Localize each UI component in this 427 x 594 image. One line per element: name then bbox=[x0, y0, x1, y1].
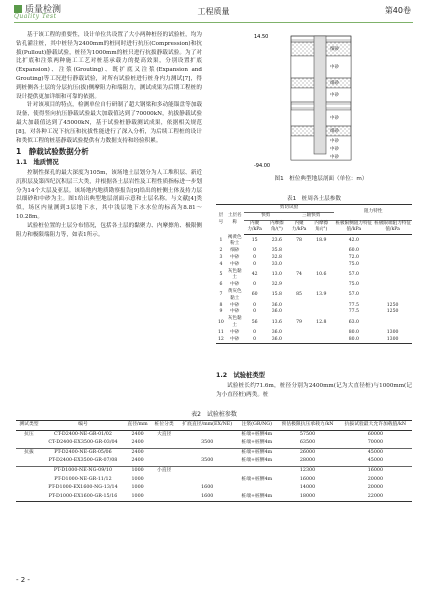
table-cell: 32.8 bbox=[271, 255, 282, 261]
table-cell: 中砂 bbox=[230, 255, 240, 261]
table-cell: 20000 bbox=[367, 476, 383, 482]
table-cell bbox=[16, 484, 42, 493]
table-cell bbox=[151, 448, 177, 457]
section-heading: 1 静载试验数据分析 bbox=[16, 147, 89, 157]
table-cell bbox=[373, 262, 412, 269]
table-cell bbox=[177, 466, 237, 475]
table-cell: 3500 bbox=[177, 457, 237, 466]
table-row bbox=[16, 457, 412, 466]
table-cell: 13.9 bbox=[316, 292, 327, 298]
table-cell: 1 bbox=[219, 238, 223, 244]
table-cell: 15.8 bbox=[271, 292, 282, 298]
table-cell bbox=[288, 255, 310, 262]
table-cell: 0 bbox=[253, 282, 257, 288]
table-row bbox=[216, 255, 412, 262]
table-cell: 80.0 bbox=[334, 337, 373, 344]
table-row bbox=[16, 484, 412, 493]
table-row bbox=[216, 235, 412, 249]
table-cell bbox=[310, 248, 332, 255]
table-row bbox=[16, 493, 412, 502]
table-cell: 桩端+桩侧4m bbox=[237, 457, 276, 466]
table-row bbox=[16, 476, 412, 485]
figure-caption: 图1 桩位典型地层剖面（单位：m） bbox=[274, 176, 368, 182]
table-cell: 桩端+桩侧4m bbox=[241, 431, 273, 437]
table-cell: 2400 bbox=[131, 449, 144, 455]
table-cell: 13.0 bbox=[271, 272, 282, 278]
table-cell bbox=[151, 439, 177, 448]
table-cell: 褐黄色粉土 bbox=[227, 234, 242, 247]
table-cell bbox=[151, 484, 177, 493]
table-cell: 22000 bbox=[339, 493, 412, 502]
table-cell: PT-D2400-NE-GR-05/06 bbox=[54, 449, 112, 455]
table-cell: 57.0 bbox=[348, 272, 359, 278]
table-cell: 灰色黏土 bbox=[227, 316, 242, 329]
table-cell bbox=[16, 439, 42, 448]
table-row bbox=[16, 448, 412, 457]
table-cell bbox=[288, 262, 310, 269]
table-cell: 6 bbox=[219, 282, 223, 288]
table-cell bbox=[16, 476, 42, 485]
table-cell: 33.0 bbox=[271, 261, 282, 267]
table-row bbox=[216, 289, 412, 303]
table-cell: 2 bbox=[219, 248, 223, 254]
column-header: 直径/mm bbox=[124, 421, 151, 431]
table-cell: 23.6 bbox=[271, 238, 282, 244]
table-cell: CT-D2400-NE-GR-01/02 bbox=[54, 431, 112, 437]
table-cell: 桩端+桩侧4m bbox=[241, 449, 273, 455]
table-cell: 18.9 bbox=[316, 238, 327, 244]
table-cell: 80.0 bbox=[348, 329, 359, 335]
table-caption: 表1 桩周各土层参数 bbox=[287, 196, 341, 202]
table-cell: 35.8 bbox=[271, 248, 282, 254]
table-cell: 12.8 bbox=[316, 319, 327, 325]
table-cell: 16000 bbox=[367, 467, 383, 473]
table-cell: 5 bbox=[219, 272, 223, 278]
svg-text:中砂: 中砂 bbox=[330, 155, 339, 160]
table-cell: 2400 bbox=[131, 431, 144, 437]
left-column bbox=[16, 31, 202, 239]
column-header: 预估极限抗压承载力/kN bbox=[276, 421, 338, 431]
svg-text:细砂: 细砂 bbox=[330, 47, 339, 52]
table-row bbox=[216, 337, 412, 344]
table-cell bbox=[237, 484, 276, 493]
table-cell: 0 bbox=[253, 309, 257, 315]
table-cell bbox=[151, 476, 177, 485]
table-cell: 灰色黏土 bbox=[227, 268, 242, 281]
table-cell bbox=[288, 303, 310, 310]
table-cell: 85 bbox=[296, 292, 302, 298]
svg-text:中砂: 中砂 bbox=[330, 147, 339, 152]
table-row bbox=[16, 466, 412, 475]
table-cell: 75.0 bbox=[348, 282, 359, 288]
column-header: 编号 bbox=[42, 421, 124, 431]
test-pile-table bbox=[16, 409, 412, 502]
table-cell bbox=[310, 330, 332, 337]
table-row bbox=[216, 330, 412, 337]
table-cell: 14000 bbox=[299, 485, 316, 491]
table-cell: 1250 bbox=[386, 302, 399, 308]
table-cell: 78 bbox=[296, 238, 302, 244]
column-header: 抗拔试验最大允许加载值/kN bbox=[339, 421, 412, 431]
table-cell: 小直径 bbox=[156, 467, 172, 473]
section-label: 质量检测 bbox=[25, 5, 62, 15]
table-cell: 大直径 bbox=[156, 431, 172, 437]
table-cell bbox=[310, 262, 332, 269]
table-cell: 60.0 bbox=[348, 248, 359, 254]
table-cell: 12 bbox=[216, 337, 226, 344]
table-cell: 36.0 bbox=[271, 309, 282, 315]
table-cell: 0 bbox=[253, 329, 257, 335]
table-cell: 7 bbox=[219, 292, 223, 298]
table-cell: 77.5 bbox=[348, 302, 359, 308]
table-cell: 10.6 bbox=[316, 272, 327, 278]
table-row bbox=[216, 316, 412, 330]
table-cell: 0 bbox=[253, 248, 257, 254]
table-cell: 60 bbox=[251, 292, 258, 298]
table-cell bbox=[288, 330, 310, 337]
table-cell: 12300 bbox=[299, 467, 316, 473]
table-cell: 2400 bbox=[124, 439, 151, 448]
table-cell: 桩端+桩侧4m bbox=[241, 476, 273, 482]
table-cell: 中砂 bbox=[230, 261, 240, 267]
table-cell: 桩端+桩侧4m bbox=[237, 493, 276, 502]
table-cell: PT-D1000-EX1600-NG-13/14 bbox=[48, 485, 118, 491]
column-header: 注浆(GR/NG) bbox=[237, 421, 276, 431]
table-cell: 15 bbox=[251, 238, 258, 244]
table-cell: 黄灰色黏土 bbox=[227, 289, 242, 301]
table-cell bbox=[310, 282, 332, 289]
table-cell: 0 bbox=[253, 302, 257, 308]
table-cell: 26000 bbox=[299, 449, 316, 455]
table-cell: 42.0 bbox=[348, 238, 359, 244]
table-cell bbox=[288, 282, 310, 289]
table-cell: 1000 bbox=[124, 493, 151, 502]
stratigraphic-profile-figure bbox=[246, 30, 396, 182]
table-cell: 1000 bbox=[131, 485, 144, 491]
table-cell: 63.0 bbox=[348, 319, 359, 325]
profile-diagram bbox=[246, 30, 396, 170]
table-cell bbox=[16, 466, 42, 475]
table-cell bbox=[177, 430, 237, 439]
svg-text:中砂: 中砂 bbox=[330, 65, 339, 70]
page-number: - 2 - bbox=[16, 576, 30, 584]
table-cell: 79 bbox=[296, 319, 302, 325]
table-cell: 36.0 bbox=[271, 329, 282, 335]
svg-text:中砂: 中砂 bbox=[330, 93, 339, 98]
table-cell: 16000 bbox=[299, 476, 316, 482]
table-cell: 36.0 bbox=[271, 302, 282, 308]
table-cell: 10 bbox=[218, 319, 224, 325]
table-row bbox=[216, 262, 412, 269]
svg-text:中砂: 中砂 bbox=[330, 139, 339, 144]
table-row bbox=[216, 303, 412, 310]
table-cell bbox=[373, 235, 412, 249]
svg-text:细砂: 细砂 bbox=[330, 129, 339, 134]
table-cell bbox=[16, 457, 42, 466]
table-cell bbox=[373, 269, 412, 283]
table-cell: CT-D2400-EX3500-GR-03/04 bbox=[42, 439, 124, 448]
subsection-heading: 1.1 地质情况 bbox=[16, 159, 59, 167]
table-cell bbox=[310, 303, 332, 310]
table-cell: 1300 bbox=[373, 337, 412, 344]
table-cell: 抗压 bbox=[24, 431, 34, 437]
table-cell: 中砂 bbox=[230, 329, 240, 335]
table-cell bbox=[288, 248, 310, 255]
table-cell: 20000 bbox=[367, 485, 383, 491]
header-divider bbox=[14, 22, 413, 23]
table-cell: 桩端+桩侧4m bbox=[237, 439, 276, 448]
table-cell: 77.5 bbox=[348, 309, 359, 315]
table-row bbox=[216, 309, 412, 316]
table-cell: 3 bbox=[219, 255, 223, 261]
column-header: 桩位分类 bbox=[151, 421, 177, 431]
soil-parameter-table: 表1 桩周各土层参数 层号 土层名称 剪切试验 阻力特性 快剪 三轴快剪 内聚力/kPa 内摩擦角/(°) 内聚力/kPa 内摩擦角/(°) 桩极限侧阻力特征值/kPa 桩极限端阻力特征值/kPa 1 褐黄色粉土 15 23.6 78 18.9 42.0 2 细砂 0 35.8 60.0 3 中砂 0 32.8 72.0 4 中砂 0 33.0 75.0 5 灰色黏土 42 13.0 74 10.6 57.0 6 中砂 0 32.9 75.0 7 黄灰色黏土 60 15.8 85 13.9 57.0 8 中砂 0 36.0 77.5 1250 9 中砂 0 36.0 77.5 1250 10 灰色黏土 56 13.6 79 12.8 63.0 11 中砂 0 36.0 80.0 1300 12 中砂 0 36.0 80.0 1300 bbox=[216, 194, 412, 344]
table-cell: 3500 bbox=[177, 439, 237, 448]
table-cell: 60000 bbox=[367, 431, 383, 437]
table-cell: 36.0 bbox=[266, 337, 288, 344]
table-cell: 45000 bbox=[367, 449, 383, 455]
paragraph: 试验桩位置的土层分布情况，包括各土层的黏聚力、内摩擦角、极限侧阻力和极限端阻力等，如表1所示。 bbox=[16, 222, 202, 238]
table-cell: 28000 bbox=[276, 457, 338, 466]
issue-number: 第40卷 bbox=[384, 6, 411, 15]
table-cell: PT-D1000-EX1600-GR-15/16 bbox=[42, 493, 124, 502]
column-header: 测试类型 bbox=[16, 421, 42, 431]
table-caption: 表2 试验桩参数 bbox=[191, 411, 237, 418]
table-cell: 抗拔 bbox=[24, 449, 34, 455]
column-header: 扩底直径/mm(EX/NE) bbox=[177, 421, 237, 431]
table-cell: 中砂 bbox=[230, 282, 240, 288]
table-cell: 11 bbox=[218, 329, 224, 335]
table-cell: 1600 bbox=[201, 485, 214, 491]
table-cell: 0 bbox=[253, 261, 257, 267]
table-cell: 56 bbox=[251, 319, 258, 325]
table-cell bbox=[177, 448, 237, 457]
table-cell: 18000 bbox=[276, 493, 338, 502]
section-label-en: Quality Test bbox=[14, 13, 57, 20]
table-cell: 75.0 bbox=[348, 261, 359, 267]
svg-text:细砂: 细砂 bbox=[330, 81, 339, 86]
table-cell: 70000 bbox=[339, 439, 412, 448]
table-cell: 74 bbox=[296, 272, 302, 278]
table-cell: 细砂 bbox=[230, 248, 240, 254]
table-cell: 9 bbox=[219, 309, 223, 315]
table-cell: 57500 bbox=[299, 431, 316, 437]
table-cell: 1000 bbox=[131, 467, 144, 473]
table-cell: 1250 bbox=[386, 309, 399, 315]
table-cell bbox=[310, 255, 332, 262]
table-cell: 中砂 bbox=[230, 309, 240, 315]
table-cell: 13.6 bbox=[271, 319, 282, 325]
table-cell bbox=[177, 476, 237, 485]
table-cell: 1300 bbox=[386, 329, 399, 335]
table-cell: PT-D1000-NE-GR-11/12 bbox=[54, 476, 112, 482]
table-cell bbox=[288, 309, 310, 316]
table-cell: 72.0 bbox=[348, 255, 359, 261]
table-cell: 8 bbox=[219, 302, 223, 308]
table-cell: 32.9 bbox=[271, 282, 282, 288]
table-cell: 0 bbox=[244, 337, 266, 344]
table-row bbox=[16, 439, 412, 448]
table-cell bbox=[310, 337, 332, 344]
paragraph: 试验桩长约71.6m，桩径分别为2400mm(记为大直径桩)与1000mm(记为小直径桩)两类。桩 bbox=[216, 382, 412, 398]
table-cell bbox=[151, 457, 177, 466]
page-header bbox=[0, 0, 427, 22]
table-cell: 63500 bbox=[276, 439, 338, 448]
table-cell bbox=[373, 255, 412, 262]
table-cell bbox=[373, 316, 412, 330]
table-cell bbox=[151, 493, 177, 502]
table-cell bbox=[373, 248, 412, 255]
top-level-label: 14.50 bbox=[254, 34, 269, 40]
table-row bbox=[216, 282, 412, 289]
table-cell bbox=[288, 337, 310, 344]
paragraph: 基于该工程的重要性，设计单位共设置了大小两种桩径的试验桩，均为钻孔灌注桩，其中桩径为2400mm的桩同时进行抗压(Compression)和抗拔(Pullout)静载试验，桩径为1000mm的桩只进行抗拔静载试验。为了对比扩底和注浆两种施工工艺对桩基承载力的提高效果，分别设置扩底(Expansion)、注浆(Grouting)、既扩底又注浆(Expansion and Grouting)等工况进行静载试验，对所有试验桩进行桩身内力测试[7]，得到桩侧各土层的分层抗压(拔)侧摩阻力和端阻力，测试成果为后期工程桩的设计提供更加详细和可靠的依据。 bbox=[16, 32, 202, 100]
table-cell bbox=[16, 493, 42, 502]
table-cell: 4 bbox=[219, 261, 223, 267]
bottom-level-label: -94.00 bbox=[254, 163, 271, 169]
table-cell: 中砂 bbox=[230, 302, 240, 308]
table-cell: 1000 bbox=[131, 476, 144, 482]
table-cell: 中砂 bbox=[226, 337, 244, 344]
table-row bbox=[216, 248, 412, 255]
pile-shaft bbox=[314, 36, 326, 154]
table-cell bbox=[373, 282, 412, 289]
table-row bbox=[216, 269, 412, 283]
table-row bbox=[16, 430, 412, 439]
right-column bbox=[216, 370, 412, 399]
subsection-heading: 1.2 试验桩类型 bbox=[216, 372, 265, 379]
table-cell: 0 bbox=[253, 255, 257, 261]
table-cell: 57.0 bbox=[348, 292, 359, 298]
table-cell: PT-D2400-EX3500-GR-07/08 bbox=[42, 457, 124, 466]
table-cell: 42 bbox=[251, 272, 258, 278]
table-cell bbox=[373, 289, 412, 303]
svg-text:中砂: 中砂 bbox=[330, 116, 339, 121]
table-cell bbox=[310, 309, 332, 316]
paragraph: 控制性探孔的最大深度为105m，该场地土层划分为人工堆积层、新近沉积层及第四纪沉积层三大类，并根据各土层岩性及工程性质指标进一步划分为14个大层及亚层。该场地内地质勘察报告[9]给出的桩侧土体及持力层以细砂和中砂为主。图1给出典型地层剖面示意和土层名称。与文献[4]类似，场区内量测到3层地下水，其中浅层地下水水位的标高为8.81～10.28m。 bbox=[16, 169, 202, 220]
table-cell bbox=[237, 466, 276, 475]
table-cell: 45000 bbox=[339, 457, 412, 466]
table-cell: PT-D1000-NE-NG-09/10 bbox=[53, 467, 112, 473]
table-cell: 2400 bbox=[124, 457, 151, 466]
table-cell: 1600 bbox=[177, 493, 237, 502]
journal-title: 工程质量 bbox=[197, 7, 230, 16]
paragraph: 针对该项目的特点，检测单位自行研制了超大钢梁和多动能锚盘等加载设备，使得竖向抗压静载试验最大加载值达到了70000kN，抗拔静载试验最大加载值达到了45000kN，基于试验桩静载测试成果，依据相关规范[8]，对各种工况下抗压和抗拔性能进行了深入分析，为后续工程桩的设计和类似工程的桩基静载试验提供有力数据支持和经验积累。 bbox=[16, 102, 202, 144]
